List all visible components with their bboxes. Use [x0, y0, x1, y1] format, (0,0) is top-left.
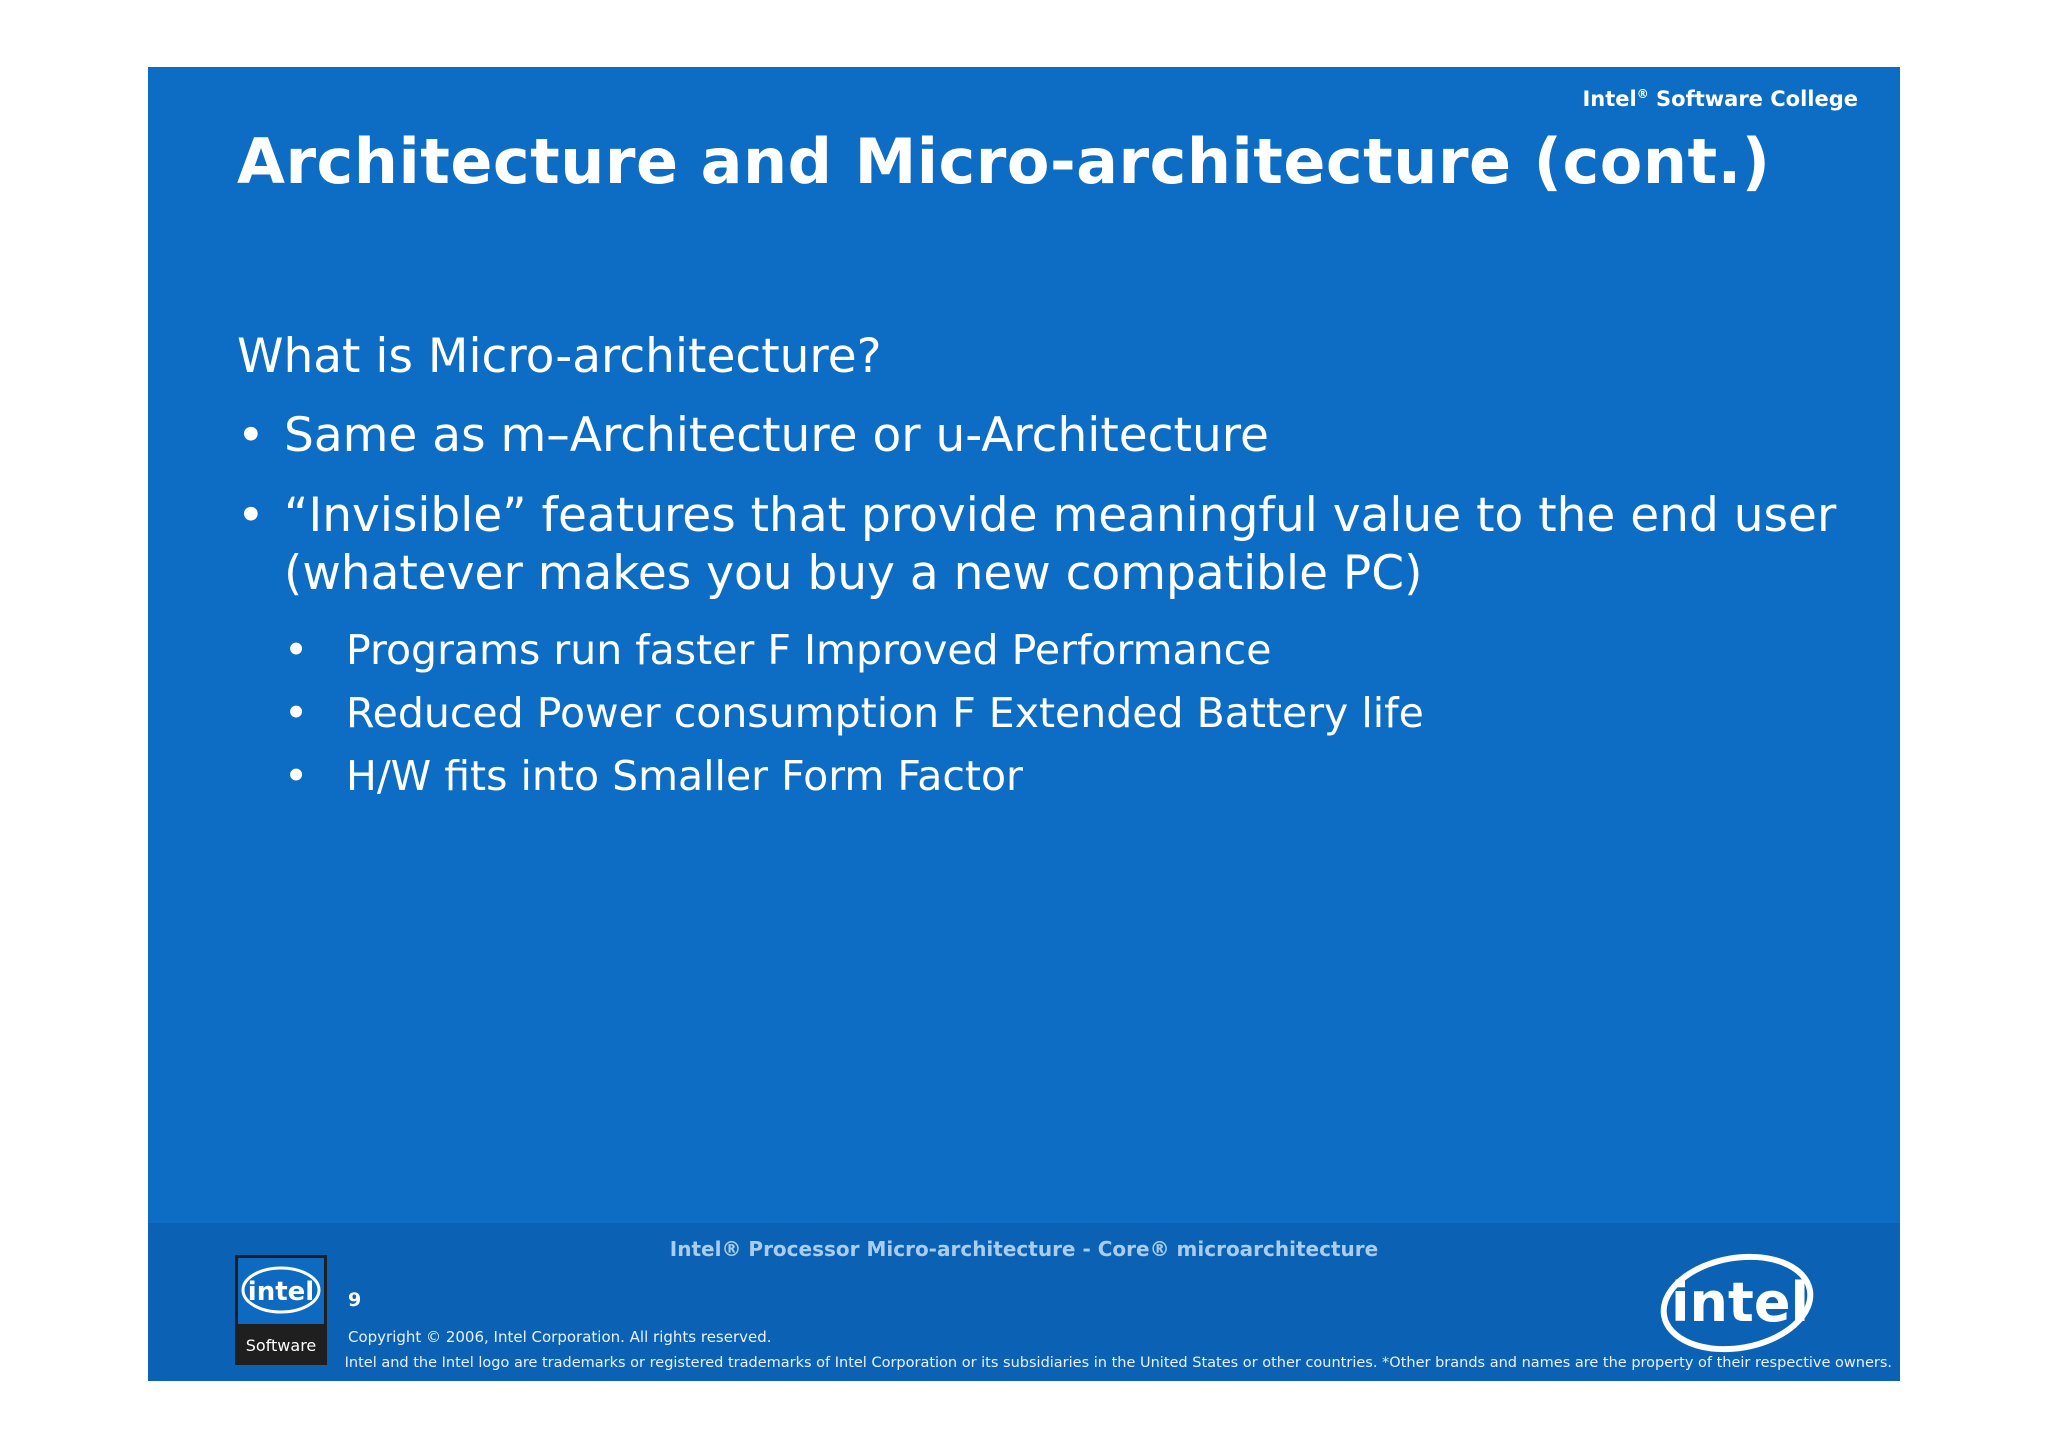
footer-title: Intel® Processor Micro-architecture - Core® microarchitecture — [669, 1237, 1379, 1261]
bullet-item — [237, 407, 1857, 465]
intel-software-logo-icon — [235, 1255, 327, 1365]
bullet-item — [237, 487, 1857, 603]
sub-bullet-item — [237, 688, 1857, 738]
bullet-text: Same as m–Architecture or u-Architecture — [284, 408, 1269, 463]
copyright-notice: Copyright © 2006, Intel Corporation. All rights reserved. — [348, 1328, 772, 1346]
sub-bullet-text: Programs run faster F Improved Performance — [346, 626, 1272, 674]
svg-text:intel: intel — [1671, 1271, 1809, 1334]
bullet-dot: • — [284, 752, 309, 800]
bullet-dot: • — [284, 626, 309, 674]
intel-logo-icon — [1656, 1249, 1818, 1357]
slide-content — [237, 329, 1857, 814]
sub-bullet-text: Reduced Power consumption F Extended Battery life — [346, 689, 1424, 737]
college-brand: Intel® Software College — [1582, 87, 1858, 111]
sub-bullet-item — [237, 625, 1857, 675]
slide-title: Architecture and Micro-architecture (cont.) — [237, 125, 1771, 198]
slide — [148, 67, 1900, 1381]
bullet-dot: • — [284, 689, 309, 737]
sub-bullet-text: H/W fits into Smaller Form Factor — [346, 752, 1023, 800]
svg-text:intel: intel — [247, 1277, 315, 1307]
slide-footer — [148, 1223, 1900, 1381]
trademark-notice: Intel and the Intel logo are trademarks or registered trademarks of Intel Corporation or its subsidiaries in the United States or other countries. *Other brands and names are the property of their respective owners. — [344, 1355, 1892, 1371]
svg-text:Software: Software — [245, 1336, 317, 1355]
page-number: 9 — [348, 1289, 362, 1311]
bullet-text: “Invisible” features that provide meaningful value to the end user (whatever makes you buy a new compatible PC) — [284, 488, 1837, 601]
question-heading: What is Micro-architecture? — [237, 329, 882, 384]
bullet-dot: • — [237, 408, 265, 463]
bullet-dot: • — [237, 488, 265, 543]
sub-bullet-item — [237, 751, 1857, 801]
